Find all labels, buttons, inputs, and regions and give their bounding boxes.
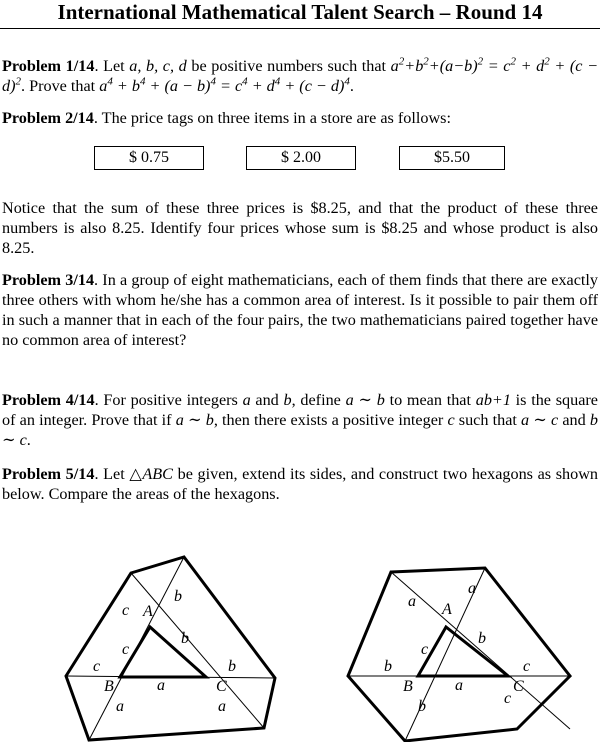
problem-5-label: Problem 5/14 — [2, 465, 95, 483]
segment-label: b — [174, 588, 182, 605]
equation-1: $a^2+b^2+(a-b)^2 = c^2 + d^2 + (c - d)^2$ — [2, 55, 598, 95]
segment-label: c — [93, 658, 101, 675]
right-hexagon — [348, 568, 570, 741]
right-triangle — [418, 627, 508, 676]
page-title: International Mathematical Talent Search – Round 14 — [0, 0, 600, 29]
segment-label: a — [157, 677, 165, 694]
right-vertex-c: C — [513, 678, 524, 695]
problem-1-text: . Prove that — [20, 77, 100, 95]
segment-label: a — [116, 698, 124, 715]
hexagons-figure — [0, 540, 600, 742]
right-vertex-b: B — [403, 678, 413, 695]
left-vertex-c: C — [216, 678, 227, 695]
problem-5: Problem 5/14. Let △ABC be given, extend its sides, and construct two hexagons as shown below. Compare the areas of the hexagons. — [2, 465, 598, 503]
segment-label: a — [468, 580, 476, 597]
price-tag: $ 0.75 — [94, 146, 204, 170]
problem-1-text: be positive numbers such that — [186, 57, 391, 75]
problem-3 — [2, 270, 598, 350]
right-vertex-a: A — [442, 601, 452, 618]
problem-4: Problem 4/14. For positive integers a and b, define a ∼ b to mean that ab+1 is the square of an integer. Prove that if a ∼ b, then there exists a positive integer c such that a ∼ c and b ∼ c. — [2, 391, 598, 449]
problem-1-vars: a, b, c, d — [129, 57, 187, 75]
left-vertex-a: A — [143, 603, 153, 620]
problem-1: Problem 1/14. Let a, b, c, d be positive numbers such that $a^2+b^2+(a-b)^2 = c^2 + d^2 + (c - d)^2$. Prove that $a^4 + b^4 + (a - b)^4 = c^4 + d^4 + (c - d)^4$. — [2, 55, 598, 95]
left-hexagon — [66, 557, 275, 740]
segment-label: c — [122, 641, 130, 658]
segment-label: c — [122, 602, 130, 619]
problem-2-label: Problem 2/14 — [2, 109, 94, 127]
right-hexagon-diagram — [348, 568, 570, 741]
left-vertex-b: B — [104, 678, 114, 695]
price-tag: $ 2.00 — [246, 146, 356, 170]
equation-2: $a^4 + b^4 + (a - b)^4 = c^4 + d^4 + (c - d)^4$ — [99, 75, 350, 95]
problem-2-intro — [2, 108, 598, 128]
problem-2-text: . The price tags on three items in a store are as follows: — [93, 109, 451, 127]
segment-label: a — [455, 677, 463, 694]
segment-label: c — [523, 658, 531, 675]
segment-label: b — [384, 658, 392, 675]
left-triangle — [120, 627, 206, 677]
segment-label: c — [421, 641, 429, 658]
segment-label: a — [408, 593, 416, 610]
problem-4-label: Problem 4/14 — [2, 391, 95, 409]
segment-label: b — [478, 630, 486, 647]
left-hexagon-diagram — [66, 557, 275, 740]
problem-2-body: Notice that the sum of these three prices is $8.25, and that the product of these three numbers is also 8.25. Identify four prices whose sum is $8.25 and whose product is also 8.25. — [2, 199, 598, 257]
price-tag: $5.50 — [399, 146, 505, 170]
segment-label: c — [504, 690, 512, 707]
segment-label: b — [228, 658, 236, 675]
problem-3-text: . In a group of eight mathematicians, each of them finds that there are exactly three others with whom he/she has a common area of interest. Is it possible to pair them off in such a manner that in each of the four pairs, the two mathematicians paired together have no common area of interest? — [2, 271, 598, 349]
segment-label: b — [418, 698, 426, 715]
problem-1-text: . Let — [94, 57, 130, 75]
problem-3-label: Problem 3/14 — [2, 271, 95, 289]
segment-label: a — [218, 698, 226, 715]
problem-1-label: Problem 1/14 — [2, 57, 95, 75]
left-extension-line — [131, 573, 264, 728]
segment-label: b — [181, 630, 189, 647]
